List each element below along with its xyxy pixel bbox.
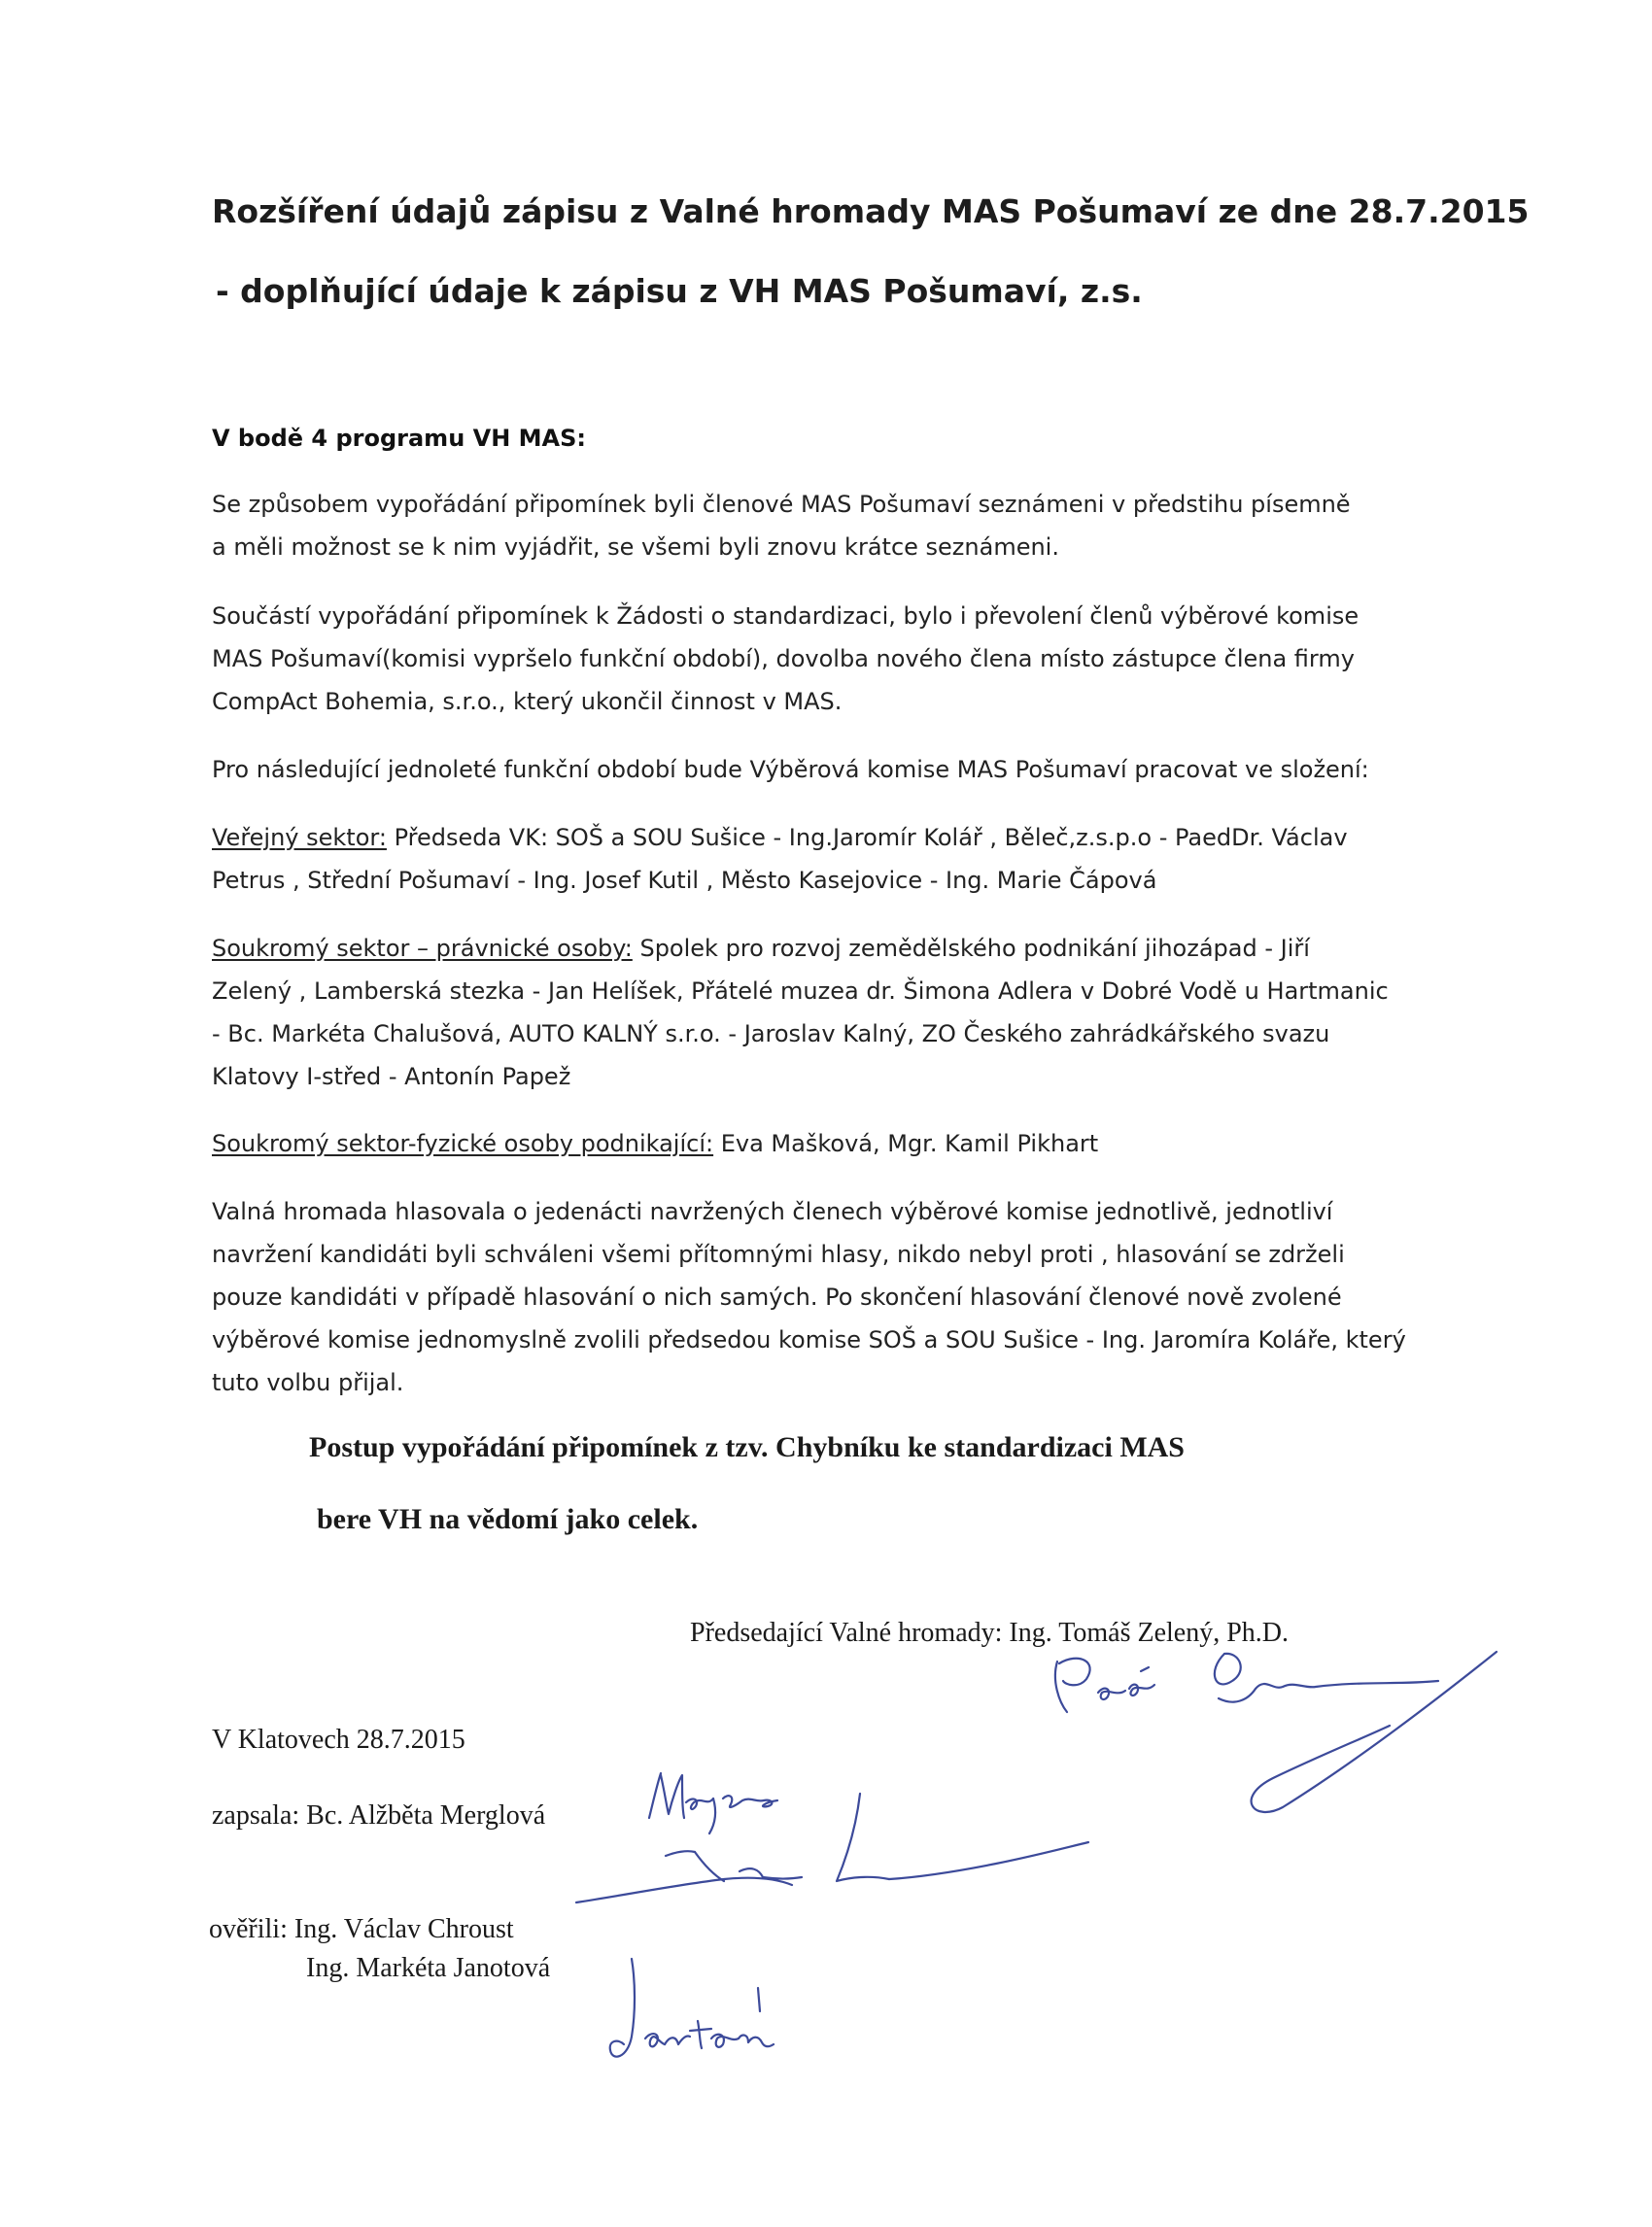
paragraph-4-line-1: Valná hromada hlasovala o jedenácti navržených členech výběrové komise jednotlivě, jednotliví: [212, 1198, 1333, 1225]
paragraph-1-line-1: Se způsobem vypořádání připomínek byli členové MAS Pošumaví seznámeni v předstihu písemně: [212, 491, 1351, 518]
section-heading: V bodě 4 programu VH MAS:: [212, 425, 586, 452]
private-natural-label: Soukromý sektor-fyzické osoby podnikající:: [212, 1130, 714, 1157]
public-sector-text: Předseda VK: SOŠ a SOU Sušice - Ing.Jaromír Kolář , Běleč,z.s.p.o - PaedDr. Václav: [386, 824, 1348, 851]
paragraph-2-line-2: MAS Pošumaví(komisi vypršelo funkční období), dovolba nového člena místo zástupce člena firmy: [212, 645, 1355, 672]
private-legal-label: Soukromý sektor – právnické osoby:: [212, 935, 633, 962]
chair-signature: [1040, 1642, 1526, 1836]
public-sector-label: Veřejný sektor:: [212, 824, 387, 851]
paragraph-4-line-5: tuto volbu přijal.: [212, 1369, 404, 1396]
document-title: Rozšíření údajů zápisu z Valné hromady MAS Pošumaví ze dne 28.7.2015: [212, 192, 1530, 230]
private-natural-text: Eva Mašková, Mgr. Kamil Pikhart: [713, 1130, 1099, 1157]
paragraph-1-line-2: a měli možnost se k nim vyjádřit, se všemi byli znovu krátce seznámeni.: [212, 533, 1059, 561]
paragraph-4-line-4: výběrové komise jednomyslně zvolili předsedou komise SOŠ a SOU Sušice - Ing. Jaromíra Koláře, který: [212, 1326, 1406, 1353]
private-natural-line: [212, 1130, 1098, 1157]
public-sector-line-2: Petrus , Střední Pošumaví - Ing. Josef Kutil , Město Kasejovice - Ing. Marie Čápová: [212, 867, 1157, 894]
private-legal-line-1: [212, 935, 1310, 962]
paragraph-4-line-2: navržení kandidáti byli schváleni všemi přítomnými hlasy, nikdo nebyl proti , hlasování se zdrželi: [212, 1241, 1345, 1268]
private-legal-line-4: Klatovy I-střed - Antonín Papež: [212, 1063, 571, 1090]
chair-line: Předsedající Valné hromady: Ing. Tomáš Zelený, Ph.D.: [690, 1618, 1289, 1648]
private-legal-text: Spolek pro rozvoj zemědělského podnikání jihozápad - Jiří: [632, 935, 1310, 962]
verified-by-line-2: Ing. Markéta Janotová: [306, 1953, 551, 1983]
verifier-signature-2: [602, 1953, 797, 2079]
paragraph-2-line-1: Součástí vypořádání připomínek k Žádosti o standardizaci, bylo i převolení členů výběrové komise: [212, 602, 1359, 630]
private-legal-line-2: Zelený , Lamberská stezka - Jan Helíšek, Přátelé muzea dr. Šimona Adlera v Dobré Vodě u Hartmanic: [212, 977, 1389, 1005]
paragraph-2-line-3: CompAct Bohemia, s.r.o., který ukončil činnost v MAS.: [212, 688, 843, 715]
private-legal-line-3: - Bc. Markéta Chalušová, AUTO KALNÝ s.r.o. - Jaroslav Kalný, ZO Českého zahrádkářského svazu: [212, 1020, 1330, 1047]
place-date: V Klatovech 28.7.2015: [212, 1725, 465, 1755]
resolution-line-1: Postup vypořádání připomínek z tzv. Chybníku ke standardizaci MAS: [309, 1431, 1185, 1463]
verified-by-line-1: ověřili: Ing. Václav Chroust: [209, 1914, 514, 1944]
document-subtitle: - doplňující údaje k zápisu z VH MAS Pošumaví, z.s.: [216, 272, 1143, 310]
recorded-by: zapsala: Bc. Alžběta Merglová: [212, 1800, 546, 1831]
paragraph-4-line-3: pouze kandidáti v případě hlasování o nich samých. Po skončení hlasování členové nově zvolené: [212, 1284, 1342, 1311]
verifier-signature-1: [568, 1788, 1093, 1914]
public-sector-line-1: [212, 824, 1348, 851]
paragraph-3: Pro následující jednoleté funkční období bude Výběrová komise MAS Pošumaví pracovat ve složení:: [212, 756, 1369, 783]
resolution-line-2: bere VH na vědomí jako celek.: [317, 1503, 699, 1535]
